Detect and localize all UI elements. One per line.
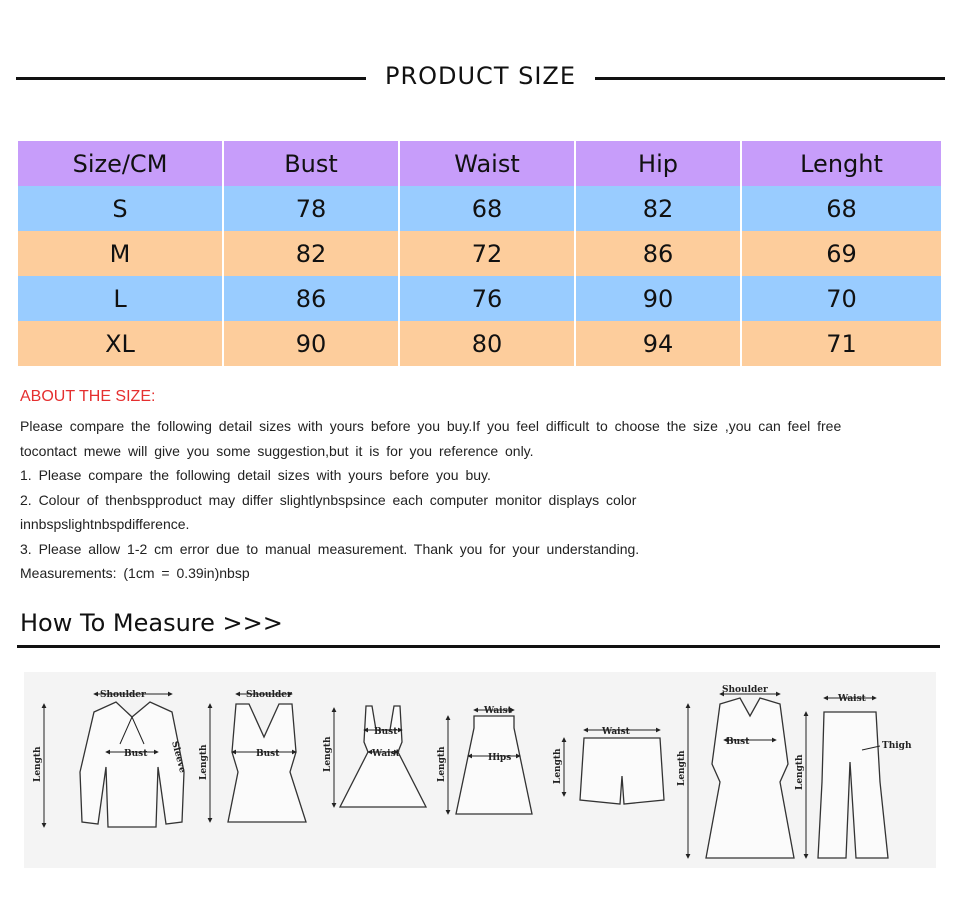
table-cell: 86 <box>223 276 399 321</box>
length-label: Length <box>199 744 209 780</box>
coat-diagram <box>677 685 794 858</box>
column-header: Hip <box>575 141 741 186</box>
thigh-label: Thigh <box>882 741 912 751</box>
about-note: 2. Colour of thenbspproduct may differ slightlynbspsince each computer monitor displays color innbspslightnbspdifference. <box>20 491 637 532</box>
how-to-measure-divider <box>17 645 940 648</box>
column-header: Lenght <box>741 141 941 186</box>
size-cell: XL <box>18 321 223 366</box>
table-cell: 72 <box>399 231 575 276</box>
table-row <box>18 186 941 231</box>
column-header: Bust <box>223 141 399 186</box>
table-row <box>18 321 941 366</box>
table-cell: 82 <box>575 186 741 231</box>
table-cell: 80 <box>399 321 575 366</box>
table-cell: 94 <box>575 321 741 366</box>
sleeve-label: Sleeve <box>169 740 188 775</box>
table-cell: 69 <box>741 231 941 276</box>
bust-label: Bust <box>124 749 148 759</box>
column-header: Size/CM <box>18 141 223 186</box>
waist-label: Waist <box>838 694 866 704</box>
title-divider-right <box>595 77 945 80</box>
skirt-diagram <box>437 706 532 814</box>
table-header-row <box>18 141 941 186</box>
table-cell: 71 <box>741 321 941 366</box>
size-table <box>18 141 941 366</box>
how-to-measure-title: How To Measure >>> <box>20 609 283 637</box>
pants-diagram <box>795 694 912 858</box>
hips-label: Hips <box>488 753 512 763</box>
bust-label: Bust <box>256 749 280 759</box>
about-note: 1. Please compare the following detail sizes with yours before you buy. <box>20 467 491 483</box>
table-cell: 86 <box>575 231 741 276</box>
about-note: 3. Please allow 1-2 cm error due to manual measurement. Thank you for your understanding. <box>20 540 640 557</box>
page-title: PRODUCT SIZE <box>384 62 577 90</box>
length-label: Length <box>553 748 563 784</box>
table-cell: 76 <box>399 276 575 321</box>
measurement-illustration <box>24 672 936 868</box>
table-cell: 78 <box>223 186 399 231</box>
shoulder-label: Shoulder <box>100 690 146 700</box>
shorts-diagram <box>553 727 664 804</box>
length-label: Length <box>795 754 805 790</box>
title-divider-left <box>16 77 366 80</box>
garment-diagrams <box>24 672 936 868</box>
length-label: Length <box>437 746 447 782</box>
blouse-diagram <box>33 690 187 827</box>
table-row <box>18 231 941 276</box>
about-heading: ABOUT THE SIZE: <box>20 388 156 405</box>
waist-label: Waist <box>602 727 630 737</box>
table-cell: 90 <box>223 321 399 366</box>
dress-diagram <box>323 706 426 807</box>
about-note: Please compare the following detail sizes with yours before you buy.If you feel difficult to choose the size ,you can feel free tocontact mewe will give you some suggestion,but it is for you reference only. <box>20 418 842 459</box>
length-label: Length <box>677 750 687 786</box>
table-row <box>18 276 941 321</box>
length-label: Length <box>33 746 43 782</box>
column-header: Waist <box>399 141 575 186</box>
bust-label: Bust <box>374 727 398 737</box>
table-cell: 82 <box>223 231 399 276</box>
tank-top-diagram <box>199 690 306 822</box>
size-cell: S <box>18 186 223 231</box>
about-the-size-section <box>20 388 880 586</box>
waist-label: Waist <box>484 706 512 716</box>
shoulder-label: Shoulder <box>246 690 292 700</box>
table-cell: 90 <box>575 276 741 321</box>
product-size-header <box>0 58 960 98</box>
about-note: Measurements: (1cm = 0.39in)nbsp <box>20 565 250 581</box>
size-cell: L <box>18 276 223 321</box>
table-cell: 68 <box>399 186 575 231</box>
waist-label: Waist <box>372 749 400 759</box>
length-label: Length <box>323 736 333 772</box>
shoulder-label: Shoulder <box>722 685 768 695</box>
size-cell: M <box>18 231 223 276</box>
table-cell: 70 <box>741 276 941 321</box>
bust-label: Bust <box>726 737 750 747</box>
table-cell: 68 <box>741 186 941 231</box>
